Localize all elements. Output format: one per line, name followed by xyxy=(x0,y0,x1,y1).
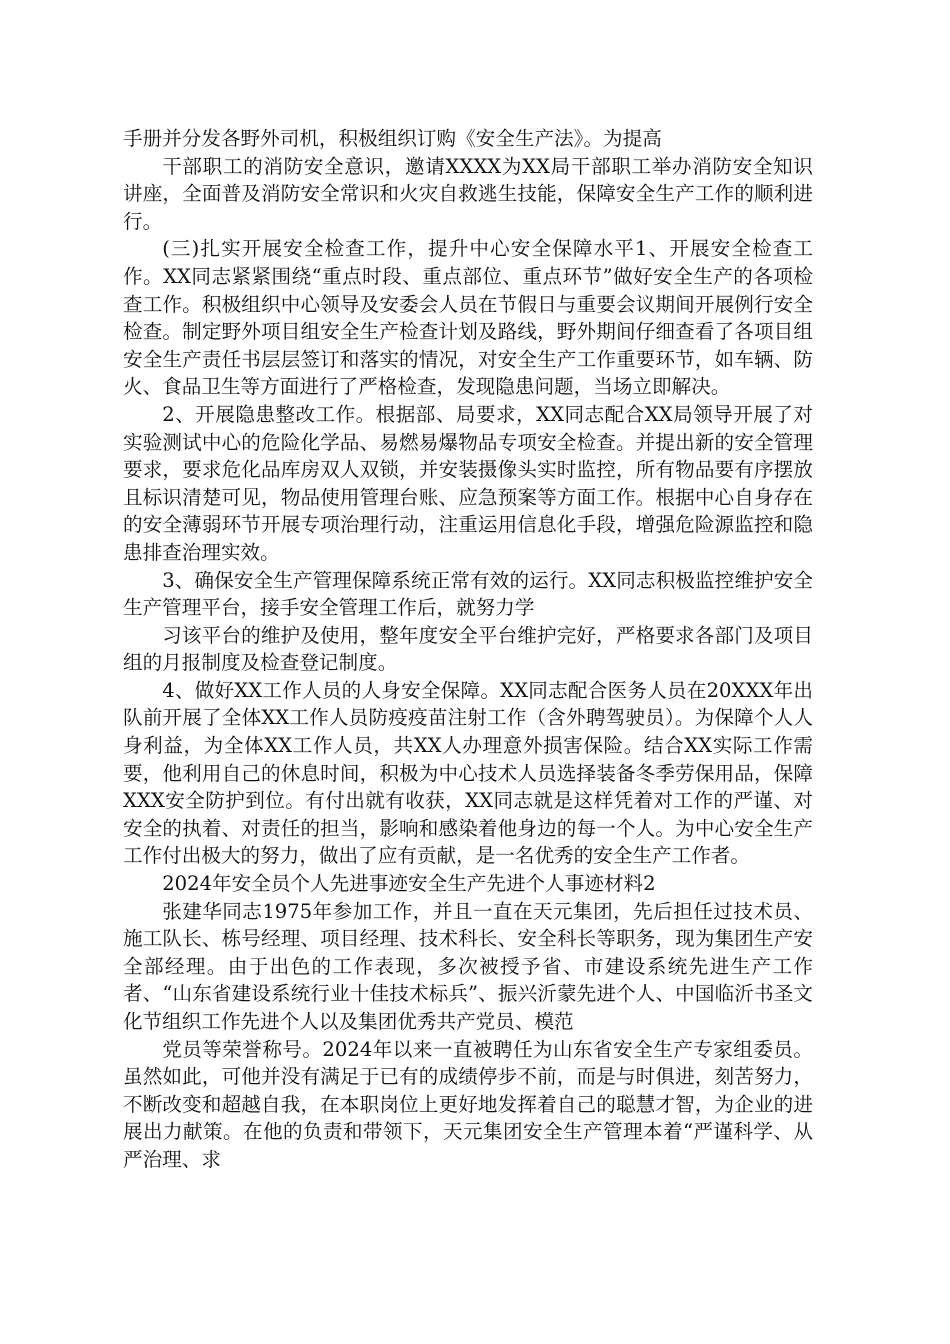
paragraph-8: 张建华同志1975年参加工作，并且一直在天元集团，先后担任过技术员、施工队长、栋号经理、项目经理、技术科长、安全科长等职务，现为集团生产安全部经理。由于出色的工作表现，多次被授予省、市建设系统先进生产工作者、“山东省建设系统行业十佳技术标兵”、振兴沂蒙先进个人、中国临沂书圣文化节组织工作先进个人以及集团优秀共产党员、模范 xyxy=(123,899,813,1033)
paragraph-6: 习该平台的维护及使用，整年度安全平台维护完好，严格要求各部门及项目组的月报制度及检查登记制度。 xyxy=(123,623,813,675)
paragraph-3: (三)扎实开展安全检查工作，提升中心安全保障水平1、开展安全检查工作。XX同志紧紧围绕“重点时段、重点部位、重点环节”做好安全生产的各项检查工作。积极组织中心领导及安委会人员在节假日与重要会议期间开展例行安全检查。制定野外项目组安全生产检查计划及路线，野外期间仔细查看了各项目组安全生产责任书层层签订和落实的情况，对安全生产工作重要环节，如车辆、防火、食品卫生等方面进行了严格检查，发现隐患问题，当场立即解决。 xyxy=(123,237,813,399)
paragraph-5: 3、确保安全生产管理保障系统正常有效的运行。XX同志积极监控维护安全生产管理平台，接手安全管理工作后，就努力学 xyxy=(123,568,813,620)
paragraph-4: 2、开展隐患整改工作。根据部、局要求，XX同志配合XX局领导开展了对实验测试中心的危险化学品、易燃易爆物品专项安全检查。并提出新的安全管理要求，要求危化品库房双人双锁，并安装摄像头实时监控，所有物品要有序摆放且标识清楚可见，物品使用管理台账、应急预案等方面工作。根据中心自身存在的安全薄弱环节开展专项治理行动，注重运用信息化手段，增强危险源监控和隐患排查治理实效。 xyxy=(123,402,813,564)
paragraph-9: 党员等荣誉称号。2024年以来一直被聘任为山东省安全生产专家组委员。虽然如此，可他并没有满足于已有的成绩停步不前，而是与时俱进，刻苦努力，不断改变和超越自我，在本职岗位上更好地发挥着自己的聪慧才智，为企业的进展出力献策。在他的负责和带领下，天元集团安全生产管理本着“严谨科学、从严治理、求 xyxy=(123,1037,813,1171)
paragraph-1: 手册并分发各野外司机，积极组织订购《安全生产法》。为提高 xyxy=(123,127,662,150)
paragraph-7: 4、做好XX工作人员的人身安全保障。XX同志配合医务人员在20XXX年出队前开展了全体XX工作人员防疫疫苗注射工作（含外聘驾驶员）。为保障个人人身利益，为全体XX工作人员，共XX人办理意外损害保险。结合XX实际工作需要，他利用自己的休息时间，积极为中心技术人员选择装备冬季劳保用品，保障XXX安全防护到位。有付出就有收获，XX同志就是这样凭着对工作的严谨、对安全的执着、对责任的担当，影响和感染着他身边的每一个人。为中心安全生产工作付出极大的努力，做出了应有贡献，是一名优秀的安全生产工作者。 xyxy=(123,678,813,868)
section-heading: 2024年安全员个人先进事迹安全生产先进个人事迹材料2 xyxy=(162,872,656,896)
paragraph-2: 干部职工的消防安全意识，邀请XXXX为XX局干部职工举办消防安全知识讲座，全面普及消防安全常识和火灾自救逃生技能，保障安全生产工作的顺利进行。 xyxy=(123,154,813,233)
document-page xyxy=(123,125,813,1174)
